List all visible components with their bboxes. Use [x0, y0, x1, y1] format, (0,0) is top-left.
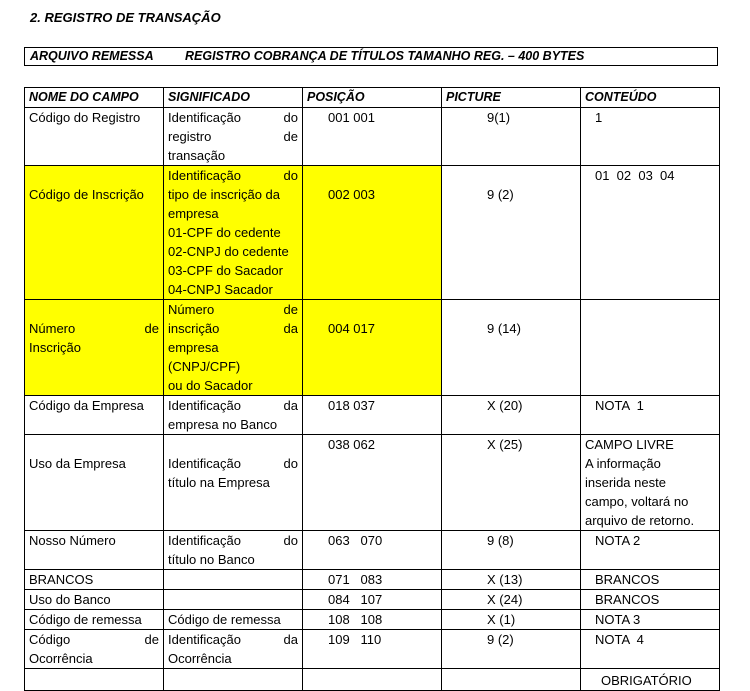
cell-posicao: 002 003: [303, 166, 442, 300]
cell-picture: 9 (2): [442, 630, 581, 669]
cell-posicao: 004 017: [303, 300, 442, 396]
cell-significado: Identificação do registro de transação: [164, 108, 303, 166]
cell-nome: Uso do Banco: [25, 590, 164, 610]
cell-picture: X (13): [442, 570, 581, 590]
table-row-partial: [25, 669, 720, 691]
cell-significado: Identificação do título no Banco: [164, 531, 303, 570]
table-row: [25, 108, 720, 166]
cell-posicao: 063 070: [303, 531, 442, 570]
file-header-right: REGISTRO COBRANÇA DE TÍTULOS TAMANHO REG. – 400 BYTES: [185, 49, 585, 63]
cell-posicao: 038 062: [303, 435, 442, 531]
table-row: [25, 166, 720, 300]
cell-nome: [25, 669, 164, 691]
cell-posicao: 108 108: [303, 610, 442, 630]
cell-posicao: 018 037: [303, 396, 442, 435]
section-title: 2. REGISTRO DE TRANSAÇÃO: [30, 10, 221, 25]
table-row: [25, 435, 720, 531]
cell-conteudo: NOTA 4: [581, 630, 720, 669]
cell-picture: X (25): [442, 435, 581, 531]
cell-conteudo: NOTA 3: [581, 610, 720, 630]
cell-nome: Número de Inscrição: [25, 300, 164, 396]
cell-picture: [442, 669, 581, 691]
cell-picture: 9 (14): [442, 300, 581, 396]
fields-table: [24, 87, 720, 691]
cell-conteudo: CAMPO LIVRE A informação inserida neste campo, voltará no arquivo de retorno.: [581, 435, 720, 531]
cell-nome: Código do Registro: [25, 108, 164, 166]
cell-picture: 9(1): [442, 108, 581, 166]
cell-nome: Uso da Empresa: [25, 435, 164, 531]
cell-picture: X (20): [442, 396, 581, 435]
cell-significado: Identificação do tipo de inscrição da empresa 01-CPF do cedente 02-CNPJ do cedente 03-CPF do Sacador 04-CNPJ Sacador: [164, 166, 303, 300]
header-posicao: POSIÇÃO: [303, 88, 442, 108]
header-conteudo: CONTEÚDO: [581, 88, 720, 108]
cell-conteudo: 1: [581, 108, 720, 166]
table-row: [25, 396, 720, 435]
table-row: [25, 570, 720, 590]
cell-posicao: 001 001: [303, 108, 442, 166]
cell-nome: Código de remessa: [25, 610, 164, 630]
cell-significado: Identificação do título na Empresa: [164, 435, 303, 531]
file-header: [24, 47, 718, 66]
cell-conteudo: BRANCOS: [581, 590, 720, 610]
cell-nome: Código de Ocorrência: [25, 630, 164, 669]
cell-conteudo: [581, 300, 720, 396]
cell-picture: X (1): [442, 610, 581, 630]
table-row: [25, 300, 720, 396]
cell-significado: Número de inscrição da empresa (CNPJ/CPF) ou do Sacador: [164, 300, 303, 396]
table-header-row: [25, 88, 720, 108]
cell-nome: BRANCOS: [25, 570, 164, 590]
cell-significado: Identificação da Ocorrência: [164, 630, 303, 669]
header-picture: PICTURE: [442, 88, 581, 108]
cell-picture: X (24): [442, 590, 581, 610]
cell-significado: [164, 570, 303, 590]
cell-conteudo: BRANCOS: [581, 570, 720, 590]
header-nome: NOME DO CAMPO: [25, 88, 164, 108]
cell-conteudo: 01 02 03 04: [581, 166, 720, 300]
table-row: [25, 531, 720, 570]
cell-posicao: 109 110: [303, 630, 442, 669]
cell-nome: Código da Empresa: [25, 396, 164, 435]
cell-nome: Código de Inscrição: [25, 166, 164, 300]
table-row: [25, 630, 720, 669]
cell-significado: Código de remessa: [164, 610, 303, 630]
cell-significado: [164, 590, 303, 610]
header-significado: SIGNIFICADO: [164, 88, 303, 108]
cell-conteudo: NOTA 1: [581, 396, 720, 435]
cell-picture: 9 (2): [442, 166, 581, 300]
cell-significado: Identificação da empresa no Banco: [164, 396, 303, 435]
cell-posicao: 071 083: [303, 570, 442, 590]
cell-conteudo: NOTA 2: [581, 531, 720, 570]
cell-posicao: 084 107: [303, 590, 442, 610]
table-row: [25, 610, 720, 630]
file-header-left: ARQUIVO REMESSA: [30, 49, 154, 63]
cell-picture: 9 (8): [442, 531, 581, 570]
cell-conteudo: OBRIGATÓRIO: [581, 669, 720, 691]
cell-significado: [164, 669, 303, 691]
cell-nome: Nosso Número: [25, 531, 164, 570]
table-row: [25, 590, 720, 610]
cell-posicao: [303, 669, 442, 691]
